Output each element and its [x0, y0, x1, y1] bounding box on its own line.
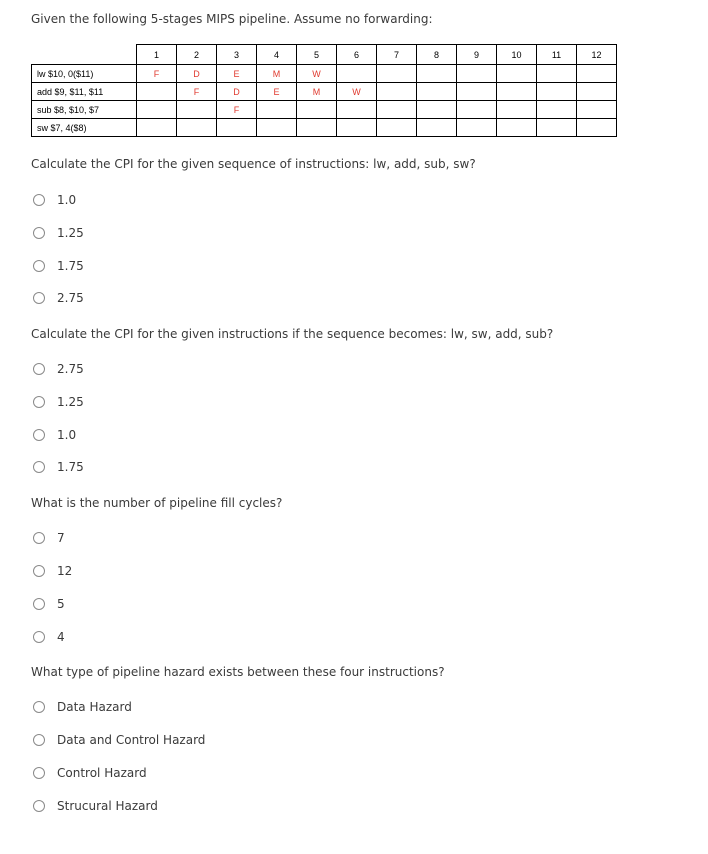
instruction-cell: lw $10, 0($11) [32, 65, 137, 83]
stage-cell [337, 119, 377, 137]
stage-cell [537, 119, 577, 137]
stage-cell [577, 83, 617, 101]
q4-option-4[interactable] [33, 799, 158, 813]
stage-cell [377, 119, 417, 137]
cycle-header: 6 [337, 45, 377, 65]
q1-option-1[interactable] [33, 193, 76, 207]
stage-cell [577, 101, 617, 119]
option-label: 1.75 [57, 259, 84, 273]
table-row [32, 83, 617, 101]
stage-cell [297, 119, 337, 137]
option-label: 1.75 [57, 460, 84, 474]
option-label: 5 [57, 597, 65, 611]
q2-option-1[interactable] [33, 362, 84, 376]
radio-icon[interactable] [33, 701, 45, 713]
pipeline-table [31, 44, 617, 137]
radio-icon[interactable] [33, 598, 45, 610]
stage-cell [137, 119, 177, 137]
q1-option-3[interactable] [33, 259, 84, 273]
radio-icon[interactable] [33, 631, 45, 643]
table-header-row [32, 45, 617, 65]
cycle-header: 10 [497, 45, 537, 65]
cycle-header: 12 [577, 45, 617, 65]
q2-option-2[interactable] [33, 395, 84, 409]
question-4-text: What type of pipeline hazard exists between these four instructions? [31, 665, 445, 679]
table-row [32, 65, 617, 83]
question-1-text: Calculate the CPI for the given sequence of instructions: lw, add, sub, sw? [31, 157, 476, 171]
stage-cell: M [257, 65, 297, 83]
option-label: Data Hazard [57, 700, 132, 714]
stage-cell [577, 119, 617, 137]
option-label: 7 [57, 531, 65, 545]
stage-cell: D [217, 83, 257, 101]
radio-icon[interactable] [33, 363, 45, 375]
option-label: Control Hazard [57, 766, 147, 780]
radio-icon[interactable] [33, 734, 45, 746]
option-label: 1.0 [57, 193, 77, 207]
q3-option-3[interactable] [33, 597, 65, 611]
cycle-header: 11 [537, 45, 577, 65]
stage-cell: W [297, 65, 337, 83]
option-label: Strucural Hazard [57, 799, 158, 813]
stage-cell [217, 119, 257, 137]
question-2-text: Calculate the CPI for the given instructions if the sequence becomes: lw, sw, add, sub? [31, 327, 554, 341]
cycle-header: 8 [417, 45, 457, 65]
cycle-header: 3 [217, 45, 257, 65]
table-row [32, 119, 617, 137]
stage-cell [337, 65, 377, 83]
stage-cell [497, 65, 537, 83]
cycle-header: 9 [457, 45, 497, 65]
stage-cell [417, 65, 457, 83]
q1-option-4[interactable] [33, 291, 84, 305]
stage-cell [417, 101, 457, 119]
radio-icon[interactable] [33, 565, 45, 577]
instruction-cell: sub $8, $10, $7 [32, 101, 137, 119]
radio-icon[interactable] [33, 292, 45, 304]
radio-icon[interactable] [33, 194, 45, 206]
radio-icon[interactable] [33, 532, 45, 544]
header-corner [32, 45, 137, 65]
q3-option-2[interactable] [33, 564, 72, 578]
table-row [32, 101, 617, 119]
q3-option-4[interactable] [33, 630, 65, 644]
cycle-header: 5 [297, 45, 337, 65]
q4-option-3[interactable] [33, 766, 147, 780]
stage-cell [337, 101, 377, 119]
radio-icon[interactable] [33, 767, 45, 779]
radio-icon[interactable] [33, 260, 45, 272]
cycle-header: 7 [377, 45, 417, 65]
stage-cell [457, 101, 497, 119]
q2-option-4[interactable] [33, 460, 84, 474]
q2-option-3[interactable] [33, 428, 76, 442]
stage-cell [537, 83, 577, 101]
stage-cell [137, 101, 177, 119]
option-label: 1.0 [57, 428, 77, 442]
q4-option-1[interactable] [33, 700, 132, 714]
radio-icon[interactable] [33, 429, 45, 441]
stage-cell [377, 83, 417, 101]
cycle-header: 4 [257, 45, 297, 65]
stage-cell [177, 101, 217, 119]
q1-option-2[interactable] [33, 226, 84, 240]
stage-cell [417, 83, 457, 101]
stage-cell [257, 119, 297, 137]
stage-cell: F [177, 83, 217, 101]
option-label: 1.25 [57, 226, 84, 240]
stage-cell: E [257, 83, 297, 101]
stage-cell [377, 65, 417, 83]
option-label: 1.25 [57, 395, 84, 409]
cycle-header: 2 [177, 45, 217, 65]
radio-icon[interactable] [33, 461, 45, 473]
radio-icon[interactable] [33, 396, 45, 408]
stage-cell: W [337, 83, 377, 101]
stage-cell [457, 83, 497, 101]
stage-cell [497, 101, 537, 119]
radio-icon[interactable] [33, 800, 45, 812]
option-label: 4 [57, 630, 65, 644]
stage-cell [177, 119, 217, 137]
instruction-cell: sw $7, 4($8) [32, 119, 137, 137]
stage-cell [457, 65, 497, 83]
stage-cell: F [217, 101, 257, 119]
stage-cell [137, 83, 177, 101]
stage-cell [377, 101, 417, 119]
stage-cell [297, 101, 337, 119]
option-label: 2.75 [57, 291, 84, 305]
option-label: 12 [57, 564, 73, 578]
option-label: 2.75 [57, 362, 84, 376]
stage-cell [497, 119, 537, 137]
stage-cell: F [137, 65, 177, 83]
q3-option-1[interactable] [33, 531, 65, 545]
stage-cell: D [177, 65, 217, 83]
question-3-text: What is the number of pipeline fill cycles? [31, 496, 283, 510]
stage-cell: E [217, 65, 257, 83]
stage-cell [497, 83, 537, 101]
stage-cell [457, 119, 497, 137]
stage-cell [257, 101, 297, 119]
intro-text: Given the following 5-stages MIPS pipeline. Assume no forwarding: [31, 12, 433, 26]
radio-icon[interactable] [33, 227, 45, 239]
stage-cell [537, 65, 577, 83]
q4-option-2[interactable] [33, 733, 205, 747]
stage-cell [417, 119, 457, 137]
stage-cell: M [297, 83, 337, 101]
cycle-header: 1 [137, 45, 177, 65]
stage-cell [577, 65, 617, 83]
option-label: Data and Control Hazard [57, 733, 206, 747]
instruction-cell: add $9, $11, $11 [32, 83, 137, 101]
stage-cell [537, 101, 577, 119]
